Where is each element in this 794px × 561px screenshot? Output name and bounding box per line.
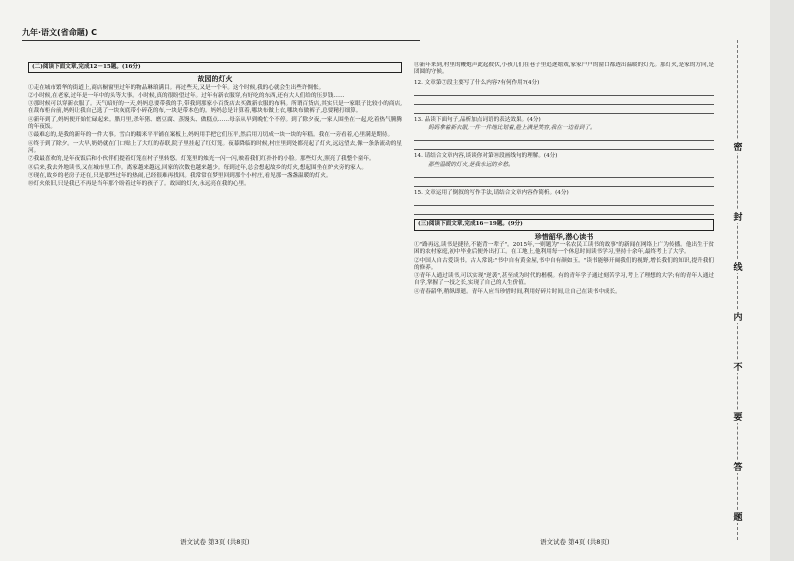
passage-paragraph: ④新年到了,妈妈便开始忙碌起来。腊月里,杀年猪、磨豆腐、蒸馒头、做糕点……母亲从早到晚忙个不停。到了除夕夜,一家人围坐在一起,吃着热气腾腾的年夜饭。 <box>28 116 402 131</box>
binding-char: 密 <box>730 140 746 153</box>
page-header: 九年·语文(省命题) C <box>22 28 98 37</box>
answer-line[interactable] <box>414 180 714 187</box>
binding-char: 答 <box>730 460 746 473</box>
passage-body <box>28 85 402 189</box>
header-rule <box>22 40 420 41</box>
passage-paragraph: ②中国人自古爱读书。古人常说:"书中自有黄金屋,书中自有颜如玉。"读书能够开阔我们的视野,增长我们的知识,提升我们的修养。 <box>414 257 714 271</box>
binding-char: 内 <box>730 310 746 323</box>
answer-line[interactable] <box>414 134 714 141</box>
section-heading: (三)阅读下面文章,完成16－19题。(9分) <box>414 219 714 230</box>
passage-paragraph: ⑧后来,我去外地读书,又在城市里工作。离家越来越远,回家的次数也越来越少。每到过年,总会想起故乡的灯火,想起围坐在炉火旁的家人。 <box>28 164 367 171</box>
passage-paragraph: ⑦我最喜欢的,是年夜饭后和小伙伴们提着灯笼在村子里转悠。灯笼里的烛光一闪一闪,映着我们红扑扑的小脸。那些灯火,照亮了我整个童年。 <box>28 156 375 163</box>
left-column <box>28 62 402 520</box>
page-footer-left: 语文试卷 第3页 (共8页) <box>180 538 250 546</box>
passage-paragraph: ③青年人通过读书,可以实现"逆袭",甚至成为时代的楷模。有的青年学子通过刻苦学习,考上了理想的大学;有的青年人通过自学,掌握了一技之长,实现了自己的人生价值。 <box>414 273 714 287</box>
question-15: 15. 文章运用了倒叙的写作手法,请结合文章内容作简析。(4分) <box>414 190 569 197</box>
passage-paragraph: ④青春韶华,稍纵即逝。青年人应当珍惜时间,利用好碎片时间,让自己在读书中成长。 <box>414 288 621 295</box>
page-footer-right: 语文试卷 第4页 (共8页) <box>540 538 610 546</box>
binding-margin <box>726 40 760 540</box>
answer-line[interactable] <box>414 208 714 215</box>
right-column <box>414 62 714 532</box>
passage-title: 珍惜韶华,潜心读书 <box>534 231 594 241</box>
binding-char: 线 <box>730 260 746 273</box>
page-edge <box>770 0 794 561</box>
quoted-sentence: 那些温暖的灯火,是我永远的乡愁。 <box>428 161 514 168</box>
passage-paragraph: ⑤最难忘的,是我的新年的一件大事。雪白的糯米平平铺在案板上,妈妈用手把它们压平,然后用刀切成一块一块的年糕。我在一旁看着,心里满是期待。 <box>28 132 394 139</box>
answer-line[interactable] <box>414 199 714 206</box>
question-13: 13. 品读下面句子,品析加点词语的表达效果。(4分) <box>414 116 541 123</box>
answer-line[interactable] <box>414 89 714 96</box>
passage-paragraph: ⑪新年来到,村里的鞭炮声此起彼伏,小孩儿们在巷子里追逐嬉戏,家家户户的窗口都透出温暖的灯光。那灯火,是家的方向,是团圆的守候。 <box>414 62 714 76</box>
binding-char: 要 <box>730 410 746 423</box>
binding-char: 封 <box>730 210 746 223</box>
binding-char: 不 <box>730 360 746 373</box>
answer-line[interactable] <box>414 107 714 114</box>
passage-paragraph: ①"路再远,读书是捷径,不能背一辈子"。2015年,一则题为"一名农民工读书的故事"的新闻在网络上广为传播。他出生于贫困的农村家庭,初中毕业后便外出打工。在工地上,他利用每一个休息时间读书学习,坚持十余年,最终考上了大学。 <box>414 241 714 256</box>
passage-paragraph: ⑨现在,故乡的老房子还在,只是那些过年的热闹,已经很难再找回。我常常在梦里回到那个小村庄,看见那一盏盏温暖的灯火。 <box>28 172 332 179</box>
question-14: 14. 请结合文章内容,谈谈你对第⑩段画线句的理解。(4分) <box>414 153 558 160</box>
quoted-sentence: 妈妈拿着新衣服,一件一件地比划着,脸上满是笑容,我在一边看到了。 <box>428 125 596 132</box>
passage-title: 故园的灯火 <box>197 74 233 84</box>
passage-paragraph: ①走在城市繁华的街道上,商店橱窗里过年的物品琳琅满目。再过些天,又是一个年。这个时候,我的心就会生出些许惆怅。 <box>28 84 325 91</box>
question-12: 12. 文章第⑦段主要写了什么内容?有何作用?(4分) <box>414 79 540 86</box>
passage-paragraph: ③那时候可以穿新衣服了。天气暗好的一天,妈妈总要带我的手,带我到那家小百货店去买做新衣服的布料。所谓百货店,其实只是一家眼子比较小的商店,在裁布柜台前,妈妈让我自己选了一块灰底带小碎花的布,一块是带本色的。妈妈总是计算着,哪块布做上衣,哪块布做裤子,总要精打细算。 <box>28 101 402 115</box>
passage-paragraph: ⑥终于到了除夕。一大早,奶奶就在门口贴上了大红的春联,院子里挂起了红灯笼。夜幕降临的时候,村庄里到处都亮起了灯火,远远望去,像一条条流动的星河。 <box>28 140 402 154</box>
passage-body <box>414 242 714 296</box>
section-heading: (二)阅读下面文章,完成12－15题。(16分) <box>28 62 402 73</box>
binding-char: 题 <box>730 510 746 523</box>
answer-line[interactable] <box>414 171 714 178</box>
passage-paragraph: ②小时候,在老家,过年是一年中的头等大事。小时候,真的很盼望过年。过年有新衣服穿,有好吃的东西,还有大人们给的压岁钱…… <box>28 92 345 99</box>
answer-line[interactable] <box>414 98 714 105</box>
answer-line[interactable] <box>414 143 714 150</box>
passage-paragraph: ⑩灯火依旧,只是我已不再是当年那个盼着过年的孩子了。故园的灯火,永远亮在我的心里。 <box>28 181 250 188</box>
